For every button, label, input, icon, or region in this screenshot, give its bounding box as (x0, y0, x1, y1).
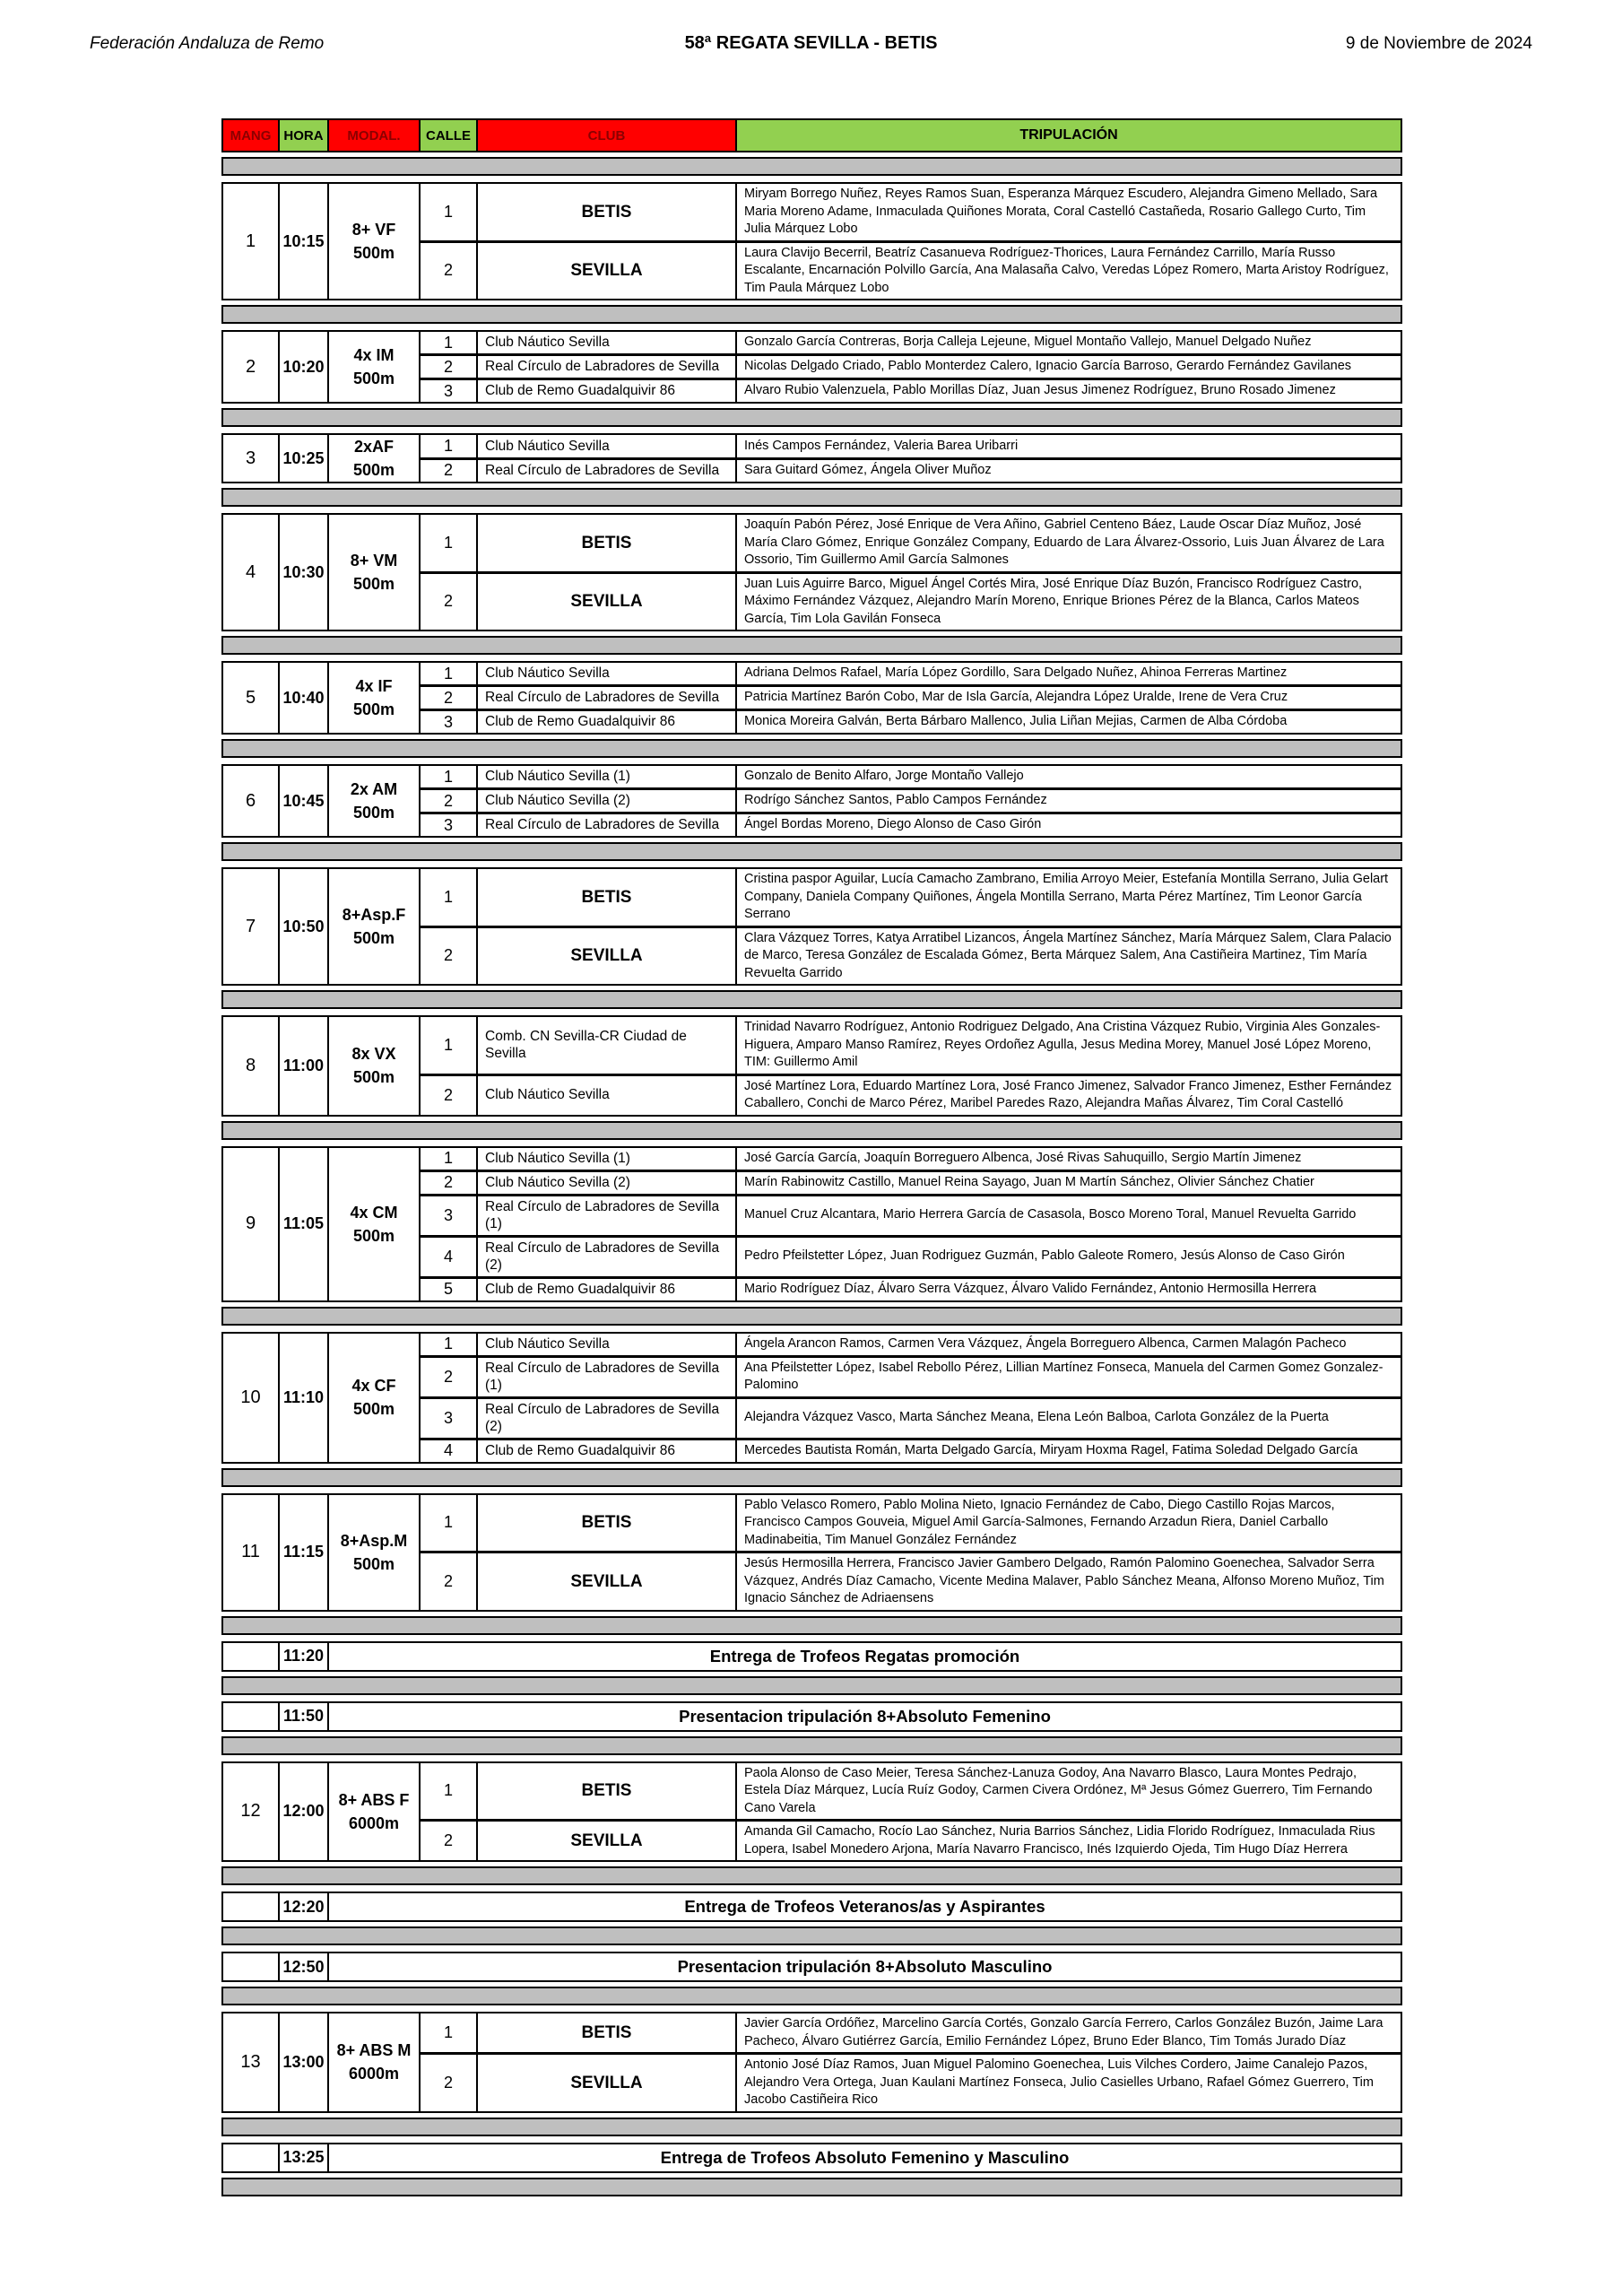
event-time: 11:50 (280, 1703, 329, 1730)
club-name: Real Círculo de Labradores de Sevilla (1) (478, 1196, 737, 1235)
race-modality-distance: 500m (352, 244, 395, 262)
lane-row (421, 663, 1401, 684)
race-time: 10:40 (280, 663, 329, 733)
lane-number: 1 (421, 2013, 478, 2052)
crew-list: Paola Alonso de Caso Meier, Teresa Sánchez-Lanuza Godoy, Ana Navarro Blasco, Laura Montes Pedrajo, Estela Díaz Márquez, Lucía Ruíz Godoy, Carmen Civera Ordónez, Mª Jesus Gómez Guerrero, Tim Fernando Cano Varela (744, 1765, 1373, 1815)
event-label: Entrega de Trofeos Regatas promoción (709, 1646, 1020, 1665)
club-name: SEVILLA (478, 1822, 737, 1860)
race-modality (329, 184, 421, 299)
race-lanes (421, 766, 1401, 836)
event-label: Presentacion tripulación 8+Absoluto Femenino (679, 1706, 1051, 1726)
race-time: 11:05 (280, 1148, 329, 1300)
club-name: Club Náutico Sevilla (1) (478, 766, 737, 787)
club-name: Club Náutico Sevilla (478, 663, 737, 684)
lane-row (421, 1017, 1401, 1074)
club-name: Club Náutico Sevilla (2) (478, 1172, 737, 1194)
lane-number: 1 (421, 332, 478, 353)
event-time: 12:50 (280, 1953, 329, 1980)
race-modality-distance: 500m (352, 575, 395, 593)
club-name: BETIS (478, 869, 737, 926)
club-name: Club Náutico Sevilla (478, 1076, 737, 1115)
race-time: 13:00 (280, 2013, 329, 2111)
lane-number: 1 (421, 435, 478, 457)
race-number: 8 (223, 1017, 280, 1115)
lane-number: 2 (421, 243, 478, 300)
crew-list: Cristina paspor Aguilar, Lucía Camacho Zambrano, Emilia Arroyo Meier, Estefanía Montilla Serrano, Julia Gelart Company, Daniela Company Quiñones, Ángela Montilla Serrano, Marta Pérez Martínez, Tim Leonor García Serrano (744, 872, 1389, 921)
crew-list: Ana Pfeilstetter López, Isabel Rebollo Pérez, Lillian Martínez Fonseca, Manuela del Carmen Gomez Gonzalez-Palomino (744, 1360, 1383, 1392)
lane-row (421, 1819, 1401, 1860)
crew-list: Mercedes Bautista Román, Marta Delgado García, Miryam Hoxma Ragel, Fatima Soledad Delgado García (744, 1442, 1358, 1457)
race-modality-distance: 500m (352, 1400, 395, 1418)
lane-row (421, 812, 1401, 836)
race-modality-distance: 500m (352, 370, 395, 387)
club-name: BETIS (478, 515, 737, 571)
lane-number: 2 (421, 356, 478, 378)
event-empty-cell (223, 1953, 280, 1980)
club-name: Club de Remo Guadalquivir 86 (478, 1440, 737, 1462)
separator-row (221, 1616, 1402, 1635)
crew-list: Ángel Bordas Moreno, Diego Alonso de Caso Girón (744, 817, 1042, 832)
race-lanes (421, 1763, 1401, 1861)
crew-list: Gonzalo García Contreras, Borja Calleja Lejeune, Miguel Montaño Vallejo, Manuel Delgado Nuñez (744, 335, 1312, 350)
race-modality-code: 8+ ABS F (338, 1790, 410, 1809)
lane-row (421, 1396, 1401, 1438)
schedule-table (221, 118, 1402, 2196)
crew-list: Laura Clavijo Becerril, Beatríz Casanueva Rodríguez-Thorices, Laura Fernández Carrillo, María Russo Escalante, Encarnación Polvillo García, Ana Malasaña Calvo, Veredas López Romero, Marta Aristoy Rodríguez, Tim Paula Márquez Lobo (744, 245, 1389, 295)
race-time: 10:25 (280, 435, 329, 482)
lane-row (421, 515, 1401, 571)
race-block (221, 2012, 1402, 2113)
race-lanes (421, 1148, 1401, 1300)
crew-list: Ángela Arancon Ramos, Carmen Vera Vázquez, Ángela Borreguero Albenca, Carmen Malagón Pacheco (744, 1335, 1347, 1351)
race-modality (329, 1017, 421, 1115)
club-name: Club de Remo Guadalquivir 86 (478, 1279, 737, 1300)
club-name: SEVILLA (478, 243, 737, 300)
crew-list: José Martínez Lora, Eduardo Martínez Lora, José Franco Jimenez, Salvador Franco Jimenez, Esther Fernández Caballero, Conchi de Marco Pérez, Maribel Paredes Razo, Alejandra Mañas Álvarez, Tim Coral Castelló (744, 1078, 1392, 1110)
club-name: Club Náutico Sevilla (1) (478, 1148, 737, 1170)
club-name: Real Círculo de Labradores de Sevilla (2) (478, 1238, 737, 1276)
race-modality-code: 8+ VF (351, 221, 396, 239)
event-time: 11:20 (280, 1643, 329, 1670)
race-time: 11:00 (280, 1017, 329, 1115)
separator-row (221, 636, 1402, 655)
lane-number: 1 (421, 1148, 478, 1170)
crew-list: Pablo Velasco Romero, Pablo Molina Nieto, Ignacio Fernández de Cabo, Diego Castillo Rojas Marcos, Francisco Campos Gouveia, Miguel Amil García-Salmones, Fernando Arzadun Riera, Daniel Carballo Madinabeitia, Tim Manuel González Fernández (744, 1497, 1335, 1547)
club-name: SEVILLA (478, 1553, 737, 1610)
crew-list: Inés Campos Fernández, Valeria Barea Uribarri (744, 438, 1019, 453)
lane-row (421, 1551, 1401, 1610)
club-name: Comb. CN Sevilla-CR Ciudad de Sevilla (478, 1017, 737, 1074)
separator-row (221, 1307, 1402, 1326)
lane-number: 2 (421, 460, 478, 483)
column-header-club: CLUB (478, 120, 737, 151)
separator-row (221, 1468, 1402, 1487)
lane-row (421, 240, 1401, 300)
event-time: 12:20 (280, 1893, 329, 1920)
club-name: Club Náutico Sevilla (478, 332, 737, 353)
separator-row (221, 2118, 1402, 2136)
event-row (221, 1641, 1402, 1672)
lane-number: 1 (421, 1763, 478, 1820)
race-number: 1 (223, 184, 280, 299)
race-modality-code: 4x IF (355, 677, 393, 695)
lane-number: 1 (421, 1017, 478, 1074)
lane-number: 1 (421, 1334, 478, 1355)
separator-row (221, 1987, 1402, 2005)
race-modality-distance: 500m (352, 700, 395, 718)
federation-name: Federación Andaluza de Remo (90, 34, 325, 53)
separator-row (221, 157, 1402, 176)
lane-number: 4 (421, 1440, 478, 1462)
lane-number: 1 (421, 869, 478, 926)
event-row (221, 1892, 1402, 1922)
race-modality-distance: 500m (352, 804, 395, 822)
lane-number: 2 (421, 687, 478, 709)
separator-row (221, 1736, 1402, 1755)
race-modality (329, 2013, 421, 2111)
crew-list: Miryam Borrego Nuñez, Reyes Ramos Suan, Esperanza Márquez Escudero, Alejandra Gimeno Mellado, Sara Maria Moreno Adame, Inmaculada Quiñones Morata, Coral Castelló Castañeda, Rosario Gallego Curto, Tim Julia Márquez Lobo (744, 187, 1378, 236)
race-modality-distance: 500m (352, 1068, 395, 1087)
race-number: 7 (223, 869, 280, 984)
race-block (221, 764, 1402, 838)
crew-list: Javier García Ordóñez, Marcelino García Cortés, Gonzalo García Ferrero, Carlos González Buzón, Jaime Lara Pacheco, Álvaro Gutiérrez García, Emilio Fernández López, Bruno Eder Blanco, Tim Tomás Jurado Díaz (744, 2016, 1383, 2048)
lane-number: 5 (421, 1279, 478, 1300)
race-block (221, 867, 1402, 986)
column-header-hora: HORA (280, 120, 329, 151)
race-time: 10:20 (280, 332, 329, 402)
lane-number: 3 (421, 814, 478, 836)
separator-row (221, 990, 1402, 1009)
race-lanes (421, 663, 1401, 733)
race-modality-code: 8+Asp.F (342, 906, 406, 924)
race-lanes (421, 2013, 1401, 2111)
crew-list: Pedro Pfeilstetter López, Juan Rodriguez Guzmán, Pablo Galeote Romero, Jesús Alonso de Caso Girón (744, 1248, 1345, 1264)
lane-number: 3 (421, 711, 478, 733)
crew-list: Monica Moreira Galván, Berta Bárbaro Mallenco, Julia Liñan Mejias, Carmen de Alba Córdoba (744, 714, 1288, 729)
lane-row (421, 1074, 1401, 1115)
lane-number: 2 (421, 1553, 478, 1610)
crew-list: Amanda Gil Camacho, Rocío Lao Sánchez, Nuria Barrios Sánchez, Lidia Florido Rodríguez, Inmaculada Rius Lopera, Isabel Monedero Arjona, María Navarro Francisco, Inés Izquierdo Ojeda, Tim Hugo Díaz Herrera (744, 1824, 1375, 1857)
lane-row (421, 353, 1401, 378)
lane-number: 1 (421, 1495, 478, 1552)
separator-row (221, 739, 1402, 758)
event-empty-cell (223, 1643, 280, 1670)
lane-row (421, 332, 1401, 353)
club-name: SEVILLA (478, 928, 737, 985)
race-time: 10:50 (280, 869, 329, 984)
race-number: 9 (223, 1148, 280, 1300)
lane-row (421, 378, 1401, 402)
event-row (221, 2143, 1402, 2173)
race-number: 2 (223, 332, 280, 402)
page-date: 9 de Noviembre de 2024 (1345, 34, 1532, 53)
race-modality (329, 663, 421, 733)
race-block (221, 1332, 1402, 1464)
race-number: 5 (223, 663, 280, 733)
lane-number: 1 (421, 515, 478, 571)
separator-row (221, 2178, 1402, 2196)
lane-number: 1 (421, 184, 478, 240)
race-time: 11:10 (280, 1334, 329, 1462)
event-empty-cell (223, 1703, 280, 1730)
crew-list: Sara Guitard Gómez, Ángela Oliver Muñoz (744, 463, 992, 477)
race-number: 3 (223, 435, 280, 482)
column-header-tripulacion: TRIPULACIÓN (737, 120, 1401, 151)
club-name: Club Náutico Sevilla (478, 435, 737, 457)
lane-row (421, 766, 1401, 787)
lane-row (421, 709, 1401, 733)
race-time: 10:15 (280, 184, 329, 299)
lane-row (421, 684, 1401, 709)
club-name: BETIS (478, 1763, 737, 1820)
column-header-modal: MODAL. (329, 120, 421, 151)
race-modality-distance: 500m (352, 929, 395, 947)
lane-row (421, 457, 1401, 483)
page-header (0, 0, 1622, 57)
table-header-row (221, 118, 1402, 152)
lane-row (421, 1334, 1401, 1355)
race-modality-code: 8+ VM (350, 552, 398, 570)
race-block (221, 1493, 1402, 1612)
race-lanes (421, 1495, 1401, 1610)
race-modality-distance: 6000m (348, 1813, 400, 1832)
race-block (221, 182, 1402, 300)
crew-list: Adriana Delmos Rafael, María López Gordillo, Sara Delgado Nuñez, Ahinoa Ferreras Martinez (744, 665, 1288, 681)
race-modality-code: 4x IM (353, 346, 395, 364)
club-name: Real Círculo de Labradores de Sevilla (478, 814, 737, 836)
lane-number: 2 (421, 928, 478, 985)
club-name: BETIS (478, 184, 737, 240)
event-label: Presentacion tripulación 8+Absoluto Masculino (677, 1957, 1053, 1976)
crew-list: Gonzalo de Benito Alfaro, Jorge Montaño Vallejo (744, 769, 1024, 784)
race-lanes (421, 1334, 1401, 1462)
race-number: 10 (223, 1334, 280, 1462)
lane-row (421, 1495, 1401, 1552)
crew-list: José García García, Joaquín Borreguero Albenca, José Rivas Sahuquillo, Sergio Martín Jimenez (744, 1150, 1302, 1165)
crew-list: Clara Vázquez Torres, Katya Arratibel Lizancos, Ángela Martínez Sánchez, María Márquez Salem, Clara Palacio de Marco, Teresa González de Escalada Gómez, Berta Márquez Salem, Ana Castiñeira Martinez, Tim María Revuelta Garrido (744, 930, 1392, 980)
crew-list: Mario Rodríguez Díaz, Álvaro Serra Vázquez, Álvaro Valido Fernández, Antonio Hermosilla Herrera (744, 1281, 1317, 1296)
crew-list: Trinidad Navarro Rodríguez, Antonio Rodriguez Delgado, Ana Cristina Vázquez Rubio, Virginia Ales Gonzales-Higuera, Amparo Manso Ramírez, Reyes Ordoñez Agulla, Jesus Medina Morey, Manuel José López Moreno, TIM: Guillermo Amil (744, 1020, 1381, 1069)
column-header-mang: MANG (223, 120, 280, 151)
crew-list: Juan Luis Aguirre Barco, Miguel Ángel Cortés Mira, José Enrique Díaz Buzón, Francisco Rodríguez Castro, Máximo Fernández Vázquez, Alejandro Marín Moreno, Enrique Briones Pérez de la Blanca, Carlos Mateos García, Tim Lola Gavilán Fonseca (744, 576, 1363, 626)
race-modality-code: 8+Asp.M (340, 1531, 408, 1550)
club-name: SEVILLA (478, 574, 737, 631)
crew-list: Alejandra Vázquez Vasco, Marta Sánchez Meana, Elena León Balboa, Carlota González de la Puerta (744, 1410, 1329, 1425)
race-lanes (421, 869, 1401, 984)
race-modality-code: 2xAF (353, 438, 394, 456)
separator-row (221, 305, 1402, 324)
event-label: Entrega de Trofeos Veteranos/as y Aspirantes (684, 1897, 1045, 1916)
crew-list: Alvaro Rubio Valenzuela, Pablo Morillas Díaz, Juan Jesus Jimenez Rodríguez, Bruno Rosado Jimenez (744, 383, 1336, 398)
lane-row (421, 571, 1401, 631)
crew-list: Rodrígo Sánchez Santos, Pablo Campos Fernández (744, 793, 1047, 808)
lane-number: 2 (421, 1076, 478, 1115)
crew-list: Manuel Cruz Alcantara, Mario Herrera García de Casasola, Bosco Moreno Toral, Manuel Revuelta Garrido (744, 1207, 1357, 1222)
crew-list: Nicolas Delgado Criado, Pablo Monterdez Calero, Ignacio García Barroso, Gerardo Fernández Gavilanes (744, 359, 1352, 374)
lane-number: 2 (421, 2055, 478, 2111)
race-number: 12 (223, 1763, 280, 1861)
separator-row (221, 842, 1402, 861)
club-name: Club Náutico Sevilla (2) (478, 790, 737, 812)
lane-row (421, 787, 1401, 812)
race-modality-distance: 6000m (348, 2065, 400, 2083)
club-name: Real Círculo de Labradores de Sevilla (478, 460, 737, 483)
race-modality-code: 2x AM (350, 780, 398, 798)
race-modality (329, 1334, 421, 1462)
crew-list: Patricia Martínez Barón Cobo, Mar de Isla García, Alejandra López Uralde, Irene de Vera Cruz (744, 690, 1288, 705)
event-time: 13:25 (280, 2144, 329, 2171)
lane-number: 4 (421, 1238, 478, 1276)
race-modality-code: 8+ ABS M (336, 2041, 412, 2060)
race-modality (329, 869, 421, 984)
lane-row (421, 435, 1401, 457)
crew-list: Jesús Hermosilla Herrera, Francisco Javier Gambero Delgado, Ramón Palomino Goenechea, Salvador Serra Vázquez, Andrés Díaz Camacho, Vicente Medina Malaver, Pablo Sánchez Meana, Alfonso Moreno Muñoz, Tim Ignacio Sánchez de Adriaensens (744, 1556, 1384, 1605)
lane-row (421, 2013, 1401, 2052)
lane-number: 3 (421, 1196, 478, 1235)
club-name: Real Círculo de Labradores de Sevilla (2) (478, 1399, 737, 1438)
club-name: SEVILLA (478, 2055, 737, 2111)
lane-number: 2 (421, 1172, 478, 1194)
event-row (221, 1952, 1402, 1982)
lane-number: 2 (421, 574, 478, 631)
race-lanes (421, 184, 1401, 299)
lane-number: 2 (421, 1822, 478, 1860)
race-time: 10:45 (280, 766, 329, 836)
schedule-body (221, 157, 1402, 2196)
race-block (221, 1761, 1402, 1863)
club-name: Club Náutico Sevilla (478, 1334, 737, 1355)
club-name: Club de Remo Guadalquivir 86 (478, 380, 737, 402)
race-modality (329, 435, 421, 482)
race-modality-code: 4x CM (350, 1203, 398, 1222)
race-block (221, 330, 1402, 404)
lane-number: 2 (421, 1358, 478, 1396)
race-modality-code: 4x CF (351, 1377, 396, 1395)
club-name: BETIS (478, 2013, 737, 2052)
column-header-calle: CALLE (421, 120, 478, 151)
lane-number: 1 (421, 663, 478, 684)
lane-row (421, 1276, 1401, 1300)
separator-row (221, 488, 1402, 507)
race-number: 13 (223, 2013, 280, 2111)
separator-row (221, 408, 1402, 427)
race-modality-distance: 500m (352, 461, 395, 479)
club-name: BETIS (478, 1495, 737, 1552)
event-row (221, 1701, 1402, 1732)
lane-row (421, 869, 1401, 926)
race-number: 11 (223, 1495, 280, 1610)
crew-list: Antonio José Díaz Ramos, Juan Miguel Palomino Goenechea, Luis Vilches Cordero, Jaime Canalejo Pazos, Alejandro Vera Ortega, Juan Kaulani Martínez Fonseca, Julio Casielles Urbano, Rafael Gómez Guerrero, Tim Jacobo Castiñeira Rico (744, 2057, 1374, 2107)
race-lanes (421, 332, 1401, 402)
event-empty-cell (223, 2144, 280, 2171)
club-name: Real Círculo de Labradores de Sevilla (478, 356, 737, 378)
race-number: 4 (223, 515, 280, 630)
separator-row (221, 1676, 1402, 1695)
race-modality (329, 332, 421, 402)
race-modality (329, 1495, 421, 1610)
lane-number: 3 (421, 1399, 478, 1438)
lane-row (421, 1355, 1401, 1396)
separator-row (221, 1926, 1402, 1945)
race-modality-code: 8x VX (351, 1045, 396, 1064)
race-time: 10:30 (280, 515, 329, 630)
race-time: 12:00 (280, 1763, 329, 1861)
separator-row (221, 1121, 1402, 1140)
lane-row (421, 1148, 1401, 1170)
race-block (221, 433, 1402, 483)
event-label: Entrega de Trofeos Absoluto Femenino y Masculino (660, 2147, 1070, 2167)
race-modality (329, 1148, 421, 1300)
race-block (221, 661, 1402, 735)
lane-row (421, 926, 1401, 985)
race-modality (329, 515, 421, 630)
race-lanes (421, 1017, 1401, 1115)
lane-number: 3 (421, 380, 478, 402)
race-modality-distance: 500m (352, 1554, 395, 1573)
lane-row (421, 184, 1401, 240)
race-block (221, 513, 1402, 631)
race-block (221, 1146, 1402, 1302)
crew-list: Joaquín Pabón Pérez, José Enrique de Vera Añino, Gabriel Centeno Báez, Laude Oscar Díaz Muñoz, José María Claro Gómez, Enrique González Company, Eduardo de Lara Álvarez-Ossorio, Luis Juan Álvarez de Lara Ossorio, Tim Guillermo Amil García Salmones (744, 517, 1384, 567)
race-lanes (421, 515, 1401, 630)
lane-row (421, 1194, 1401, 1235)
lane-row (421, 1235, 1401, 1276)
race-number: 6 (223, 766, 280, 836)
club-name: Club de Remo Guadalquivir 86 (478, 711, 737, 733)
club-name: Real Círculo de Labradores de Sevilla (478, 687, 737, 709)
lane-row (421, 2052, 1401, 2111)
lane-row (421, 1438, 1401, 1462)
lane-row (421, 1763, 1401, 1820)
race-time: 11:15 (280, 1495, 329, 1610)
race-block (221, 1015, 1402, 1117)
club-name: Real Círculo de Labradores de Sevilla (1) (478, 1358, 737, 1396)
race-modality-distance: 500m (352, 1226, 395, 1245)
lane-number: 2 (421, 790, 478, 812)
race-modality (329, 1763, 421, 1861)
event-empty-cell (223, 1893, 280, 1920)
lane-row (421, 1170, 1401, 1194)
lane-number: 1 (421, 766, 478, 787)
race-lanes (421, 435, 1401, 482)
race-modality (329, 766, 421, 836)
separator-row (221, 1866, 1402, 1885)
page-title: 58ª REGATA SEVILLA - BETIS (684, 33, 938, 53)
crew-list: Marín Rabinowitz Castillo, Manuel Reina Sayago, Juan M Martín Sánchez, Olivier Sánchez Chatier (744, 1174, 1314, 1189)
